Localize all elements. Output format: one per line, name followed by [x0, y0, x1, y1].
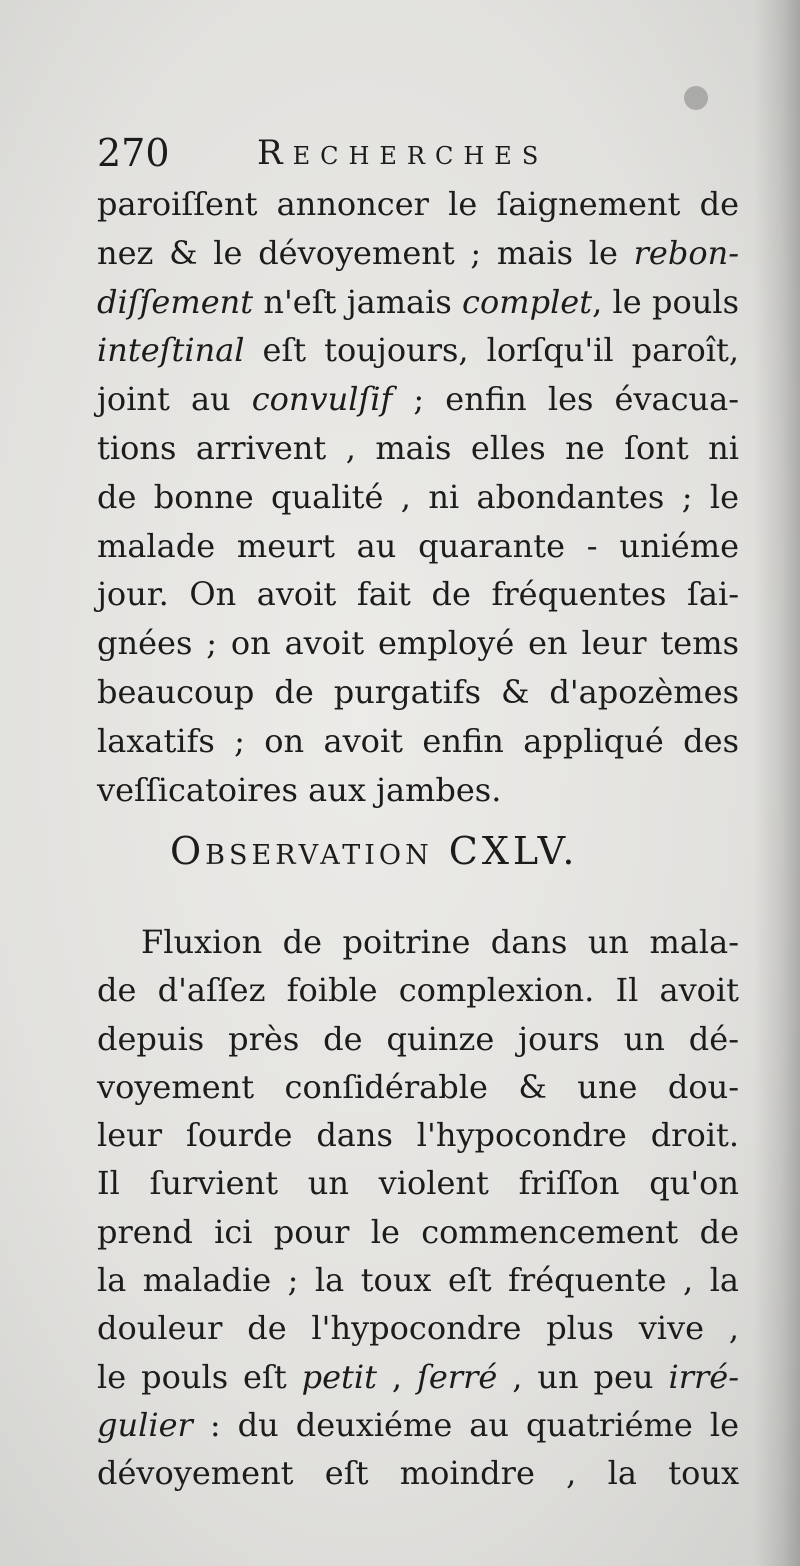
text-line: prend ici pour le commencement de — [97, 1212, 739, 1251]
text-line: beaucoup de purgatifs & d'apozèmes — [97, 672, 739, 711]
text-line: tions arrivent , mais elles ne ſont ni — [97, 428, 739, 467]
page-header — [97, 128, 737, 178]
text-line: Fluxion de poitrine dans un mala- — [141, 923, 739, 961]
text-line: leur ſourde dans l'hypocondre droit. — [97, 1116, 739, 1155]
italic-term: diſſement — [97, 282, 254, 321]
italic-term: gulier — [97, 1405, 193, 1444]
italic-term: rebon- — [633, 233, 739, 272]
text-line: dévoyement eſt moindre , la toux — [97, 1454, 739, 1493]
text-line: veſſicatoires aux jambes. — [97, 770, 502, 809]
text-line: le pouls eſt petit , ſerré , un peu irré- — [97, 1357, 740, 1396]
ink-spot — [684, 86, 708, 110]
page-number: 270 — [97, 131, 170, 175]
italic-term: petit — [301, 1357, 377, 1396]
text-line: douleur de l'hypocondre plus vive , — [97, 1309, 739, 1348]
italic-term: inteſtinal — [97, 331, 245, 370]
text-line: gnées ; on avoit employé en leur tems — [97, 624, 739, 663]
text-line: voyement conſidérable & une dou- — [97, 1067, 739, 1106]
text-line: depuis près de quinze jours un dé- — [97, 1019, 739, 1058]
italic-term: complet — [462, 282, 593, 321]
running-head: Recherches — [257, 133, 549, 173]
text-line: la maladie ; la toux eſt fréquente , la — [97, 1261, 739, 1300]
italic-term: irré- — [668, 1357, 740, 1396]
text-line: malade meurt au quarante - uniéme — [97, 526, 739, 565]
text-line: jour. On avoit fait de fréquentes ſai- — [97, 575, 739, 614]
text-line: diſſement n'eſt jamais complet, le pouls — [97, 282, 740, 321]
text-line: de bonne qualité , ni abondantes ; le — [97, 477, 739, 516]
text-line: de d'aſſez foible complexion. Il avoit — [97, 971, 739, 1010]
paragraph-1 — [97, 180, 739, 814]
paragraph-2 — [97, 918, 739, 1498]
text-line: laxatifs ; on avoit enfin appliqué des — [97, 721, 739, 760]
text-line: joint au convulſif ; enfin les évacua- — [97, 380, 740, 419]
page-gutter-shadow — [754, 0, 800, 1566]
text-line: gulier : du deuxiéme au quatriéme le — [97, 1405, 739, 1444]
text-line: nez & le dévoyement ; mais le rebon- — [97, 233, 739, 272]
text-line: paroiſſent annoncer le ſaignement de — [97, 185, 739, 223]
observation-heading: Observation CXLV. — [170, 829, 579, 873]
text-line: inteſtinal eſt toujours, lorſqu'il paroît, — [97, 331, 739, 370]
italic-term: ſerré — [417, 1357, 498, 1396]
italic-term: convulſif — [251, 380, 393, 419]
text-line: Il ſurvient un violent friſſon qu'on — [97, 1164, 739, 1203]
